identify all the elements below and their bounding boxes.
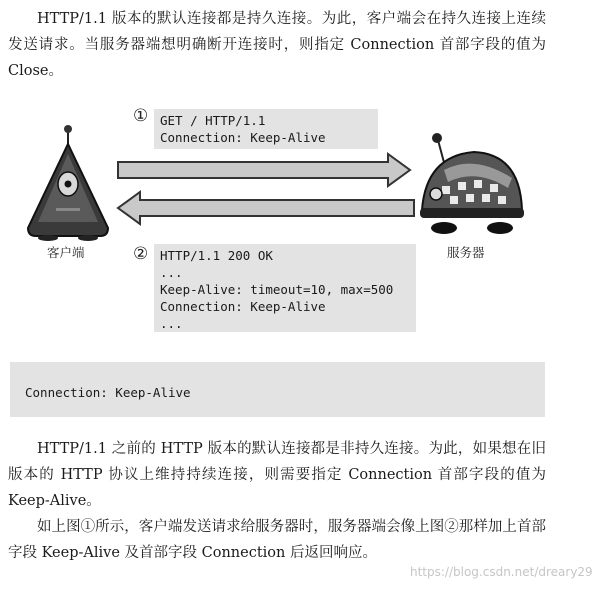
- example-code: Connection: Keep-Alive: [25, 385, 191, 400]
- response-arrow: [118, 192, 414, 224]
- client-label: 客户端: [47, 245, 85, 260]
- intro-paragraph: HTTP/1.1 版本的默认连接都是持久连接。为此，客户端会在持久连接上连续发送请求。当服务器端想明确断开连接时，则指定 Connection 首部字段的值为 Close。: [8, 11, 546, 79]
- response-marker: ②: [133, 244, 149, 264]
- response-code: HTTP/1.1 200 OK ... Keep-Alive: timeout=10, max=500 Connection: Keep-Alive ...: [160, 248, 394, 331]
- server-label: 服务器: [447, 245, 485, 260]
- client-robot-icon: [18, 124, 118, 244]
- request-marker: ①: [133, 106, 149, 126]
- explanation-paragraph: 如上图①所示，客户端发送请求给服务器时，服务器端会像上图②那样加上首部字段 Keep-Alive 及首部字段 Connection 后返回响应。: [8, 519, 546, 561]
- server-robot-icon: [416, 130, 528, 240]
- legacy-paragraph: HTTP/1.1 之前的 HTTP 版本的默认连接都是非持久连接。为此，如果想在旧版本的 HTTP 协议上维持持续连接，则需要指定 Connection 首部字段的值为 Keep-Alive。: [8, 441, 546, 509]
- request-code: GET / HTTP/1.1 Connection: Keep-Alive: [160, 113, 326, 145]
- request-arrow: [118, 154, 410, 186]
- example-code-box: [10, 362, 545, 417]
- watermark: https://blog.csdn.net/dreary29: [410, 565, 593, 579]
